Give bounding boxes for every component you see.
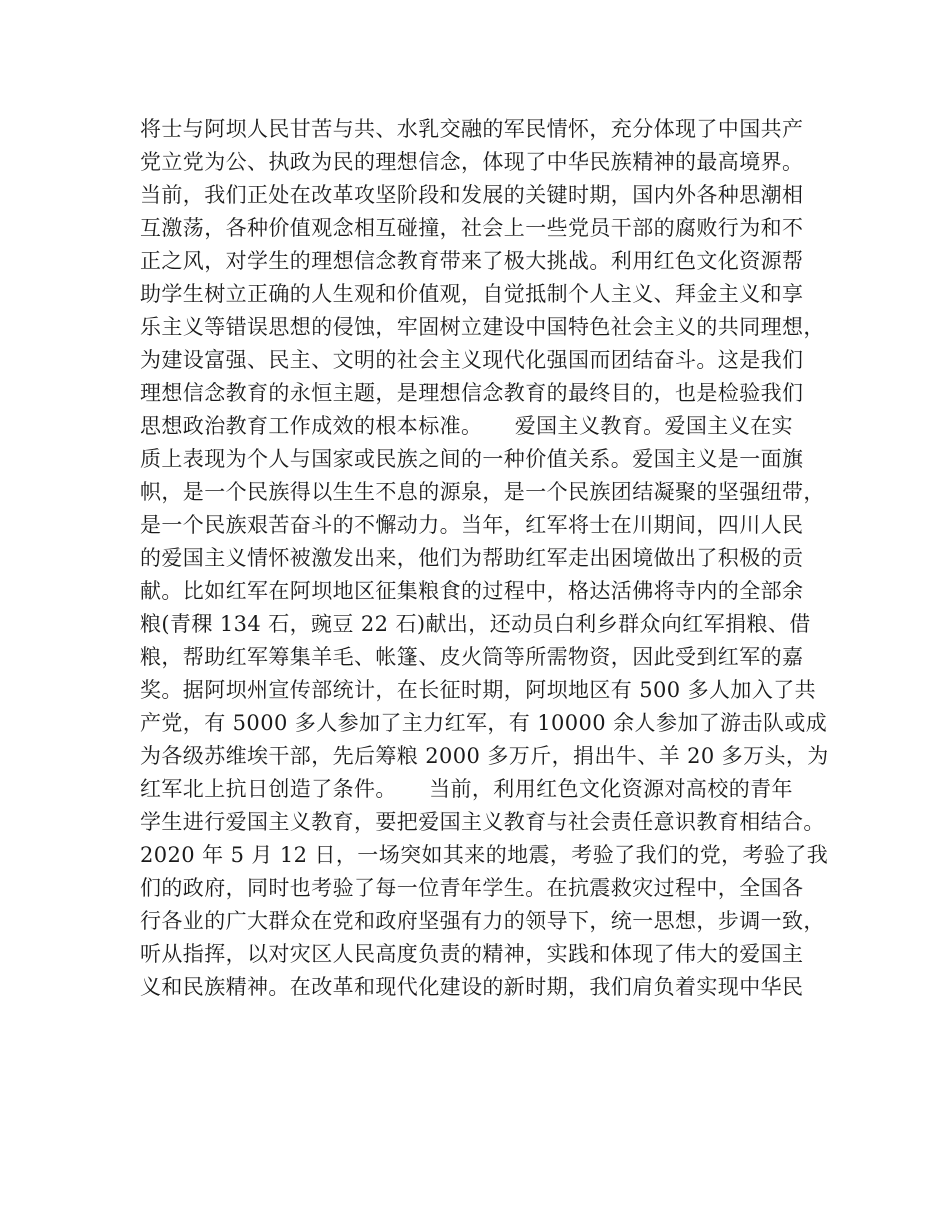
body-text bbox=[140, 113, 830, 1004]
text-line-18: 奖。据阿坝州宣传部统计，在长征时期，阿坝地区有 500 多人加入了共 bbox=[140, 678, 817, 702]
text-line-10: 思想政治教育工作成效的根本标准。 爱国主义教育。爱国主义在实 bbox=[140, 414, 793, 438]
text-line-17: 粮，帮助红军筹集羊毛、帐篷、皮火筒等所需物资，因此受到红军的嘉 bbox=[140, 645, 804, 669]
text-line-16: 粮(青稞 134 石，豌豆 22 石)献出，还动员白利乡群众向红军捐粮、借 bbox=[140, 612, 811, 636]
text-line-19: 产党，有 5000 多人参加了主力红军，有 10000 余人参加了游击队或成 bbox=[140, 711, 828, 735]
text-line-15: 献。比如红军在阿坝地区征集粮食的过程中，格达活佛将寺内的全部余 bbox=[140, 579, 804, 603]
text-line-11: 质上表现为个人与国家或民族之间的一种价值关系。爱国主义是一面旗 bbox=[140, 447, 804, 471]
text-line-4: 互激荡，各种价值观念相互碰撞，社会上一些党员干部的腐败行为和不 bbox=[140, 216, 804, 240]
text-line-6: 助学生树立正确的人生观和价值观，自觉抵制个人主义、拜金主义和享 bbox=[140, 282, 804, 306]
text-line-13: 是一个民族艰苦奋斗的不懈动力。当年，红军将士在川期间，四川人民 bbox=[140, 513, 804, 537]
text-line-20: 为各级苏维埃干部，先后筹粮 2000 多万斤，捐出牛、羊 20 多万头，为 bbox=[140, 744, 829, 768]
text-line-25: 行各业的广大群众在党和政府坚强有力的领导下，统一思想，步调一致， bbox=[140, 909, 825, 933]
text-line-8: 为建设富强、民主、文明的社会主义现代化强国而团结奋斗。这是我们 bbox=[140, 348, 804, 372]
text-line-12: 帜，是一个民族得以生生不息的源泉，是一个民族团结凝聚的坚强纽带， bbox=[140, 480, 825, 504]
text-line-3: 当前，我们正处在改革攻坚阶段和发展的关键时期，国内外各种思潮相 bbox=[140, 183, 804, 207]
text-line-22: 学生进行爱国主义教育，要把爱国主义教育与社会责任意识教育相结合。 bbox=[140, 810, 825, 834]
text-line-27: 义和民族精神。在改革和现代化建设的新时期，我们肩负着实现中华民 bbox=[140, 975, 804, 999]
text-line-2: 党立党为公、执政为民的理想信念，体现了中华民族精神的最高境界。 bbox=[140, 150, 804, 174]
text-line-5: 正之风，对学生的理想信念教育带来了极大挑战。利用红色文化资源帮 bbox=[140, 249, 804, 273]
text-line-14: 的爱国主义情怀被激发出来，他们为帮助红军走出困境做出了积极的贡 bbox=[140, 546, 804, 570]
text-line-23: 2020 年 5 月 12 日，一场突如其来的地震，考验了我们的党，考验了我 bbox=[140, 843, 829, 867]
text-line-24: 们的政府，同时也考验了每一位青年学生。在抗震救灾过程中，全国各 bbox=[140, 876, 804, 900]
text-line-9: 理想信念教育的永恒主题，是理想信念教育的最终目的，也是检验我们 bbox=[140, 381, 804, 405]
text-line-21: 红军北上抗日创造了条件。 当前，利用红色文化资源对高校的青年 bbox=[140, 777, 793, 801]
text-line-26: 听从指挥，以对灾区人民高度负责的精神，实践和体现了伟大的爱国主 bbox=[140, 942, 804, 966]
text-line-7: 乐主义等错误思想的侵蚀，牢固树立建设中国特色社会主义的共同理想， bbox=[140, 315, 825, 339]
text-line-1: 将士与阿坝人民甘苦与共、水乳交融的军民情怀，充分体现了中国共产 bbox=[140, 117, 804, 141]
